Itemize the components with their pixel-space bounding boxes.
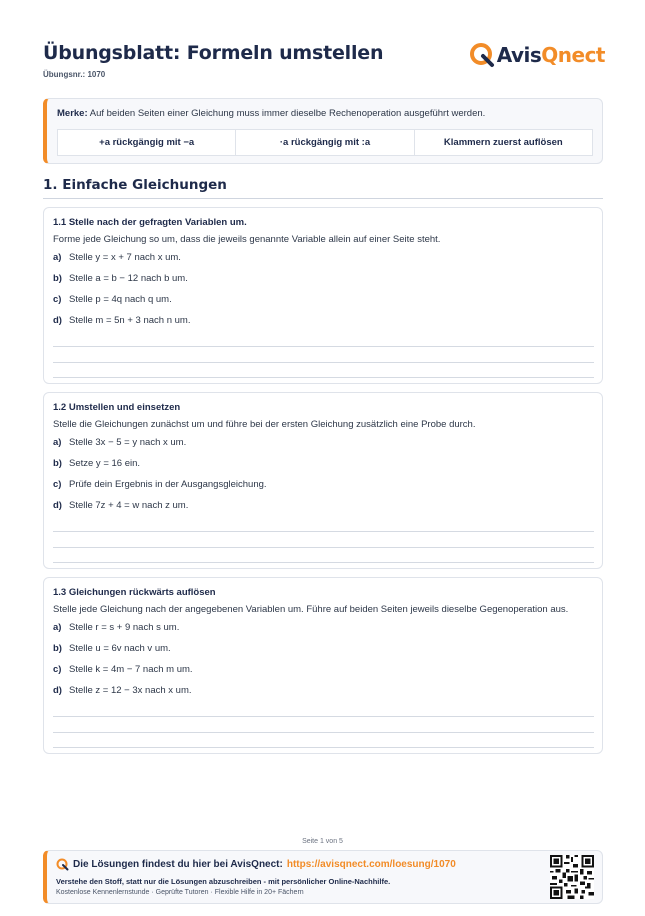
item-text: Setze y = 16 ein.: [69, 458, 141, 469]
rules-table: [57, 129, 593, 156]
footer-headline: [56, 858, 456, 871]
item-label: b): [53, 273, 62, 284]
task-heading: 1.1 Stelle nach der gefragten Variablen um.: [53, 217, 247, 228]
task-item: [53, 273, 188, 284]
item-label: c): [53, 664, 62, 675]
item-label: d): [53, 500, 62, 511]
item-text: Stelle p = 4q nach q um.: [69, 294, 172, 305]
writing-line[interactable]: [53, 562, 594, 563]
task-intro: Stelle jede Gleichung nach der angegebenen Variablen um. Führe auf beiden Seiten jeweils dieselbe Gegenoperation aus.: [53, 604, 569, 615]
writing-line[interactable]: [53, 362, 594, 363]
item-label: c): [53, 479, 62, 490]
brand-wordmark-part2: Qnect: [541, 43, 605, 67]
writing-line[interactable]: [53, 346, 594, 347]
rule-cell: +a rückgängig mit −a: [58, 130, 236, 155]
merke-text: [57, 108, 485, 119]
task-card: [43, 207, 603, 384]
writing-line[interactable]: [53, 377, 594, 378]
solutions-footer: [43, 850, 603, 904]
item-label: d): [53, 315, 62, 326]
item-label: c): [53, 294, 62, 305]
qr-code-icon[interactable]: [550, 855, 594, 899]
footer-subline: Verstehe den Stoff, statt nur die Lösungen abzuschreiben - mit persönlicher Online-Nachhilfe.: [56, 877, 391, 886]
item-label: a): [53, 437, 62, 448]
rule-cell: ·a rückgängig mit :a: [236, 130, 414, 155]
item-text: Stelle y = x + 7 nach x um.: [69, 252, 181, 263]
merke-body: Auf beiden Seiten einer Gleichung muss immer dieselbe Rechenoperation ausgeführt werden.: [89, 108, 486, 119]
section-title: 1. Einfache Gleichungen: [43, 177, 603, 199]
writing-line[interactable]: [53, 716, 594, 717]
writing-line[interactable]: [53, 531, 594, 532]
merke-label: Merke:: [57, 108, 88, 119]
task-card: [43, 577, 603, 754]
task-item: [53, 643, 171, 654]
task-card: [43, 392, 603, 569]
rule-cell: Klammern zuerst auflösen: [443, 137, 563, 148]
item-text: Prüfe dein Ergebnis in der Ausgangsgleichung.: [69, 479, 267, 490]
q-logo-icon: [56, 858, 69, 871]
task-item: [53, 685, 192, 696]
task-item: [53, 500, 188, 511]
item-label: b): [53, 458, 62, 469]
item-text: Stelle m = 5n + 3 nach n um.: [69, 315, 191, 326]
footer-features: Kostenlose Kennenlernstunde · Geprüfte Tutoren · Flexible Hilfe in 20+ Fächern: [56, 889, 304, 896]
task-item: [53, 437, 186, 448]
solution-link[interactable]: https://avisqnect.com/loesung/1070: [286, 859, 456, 870]
item-text: Stelle r = s + 9 nach s um.: [69, 622, 180, 633]
item-label: a): [53, 252, 62, 263]
item-label: a): [53, 622, 62, 633]
item-label: b): [53, 643, 62, 654]
task-heading: 1.2 Umstellen und einsetzen: [53, 402, 181, 413]
page-title: Übungsblatt: Formeln umstellen: [43, 42, 384, 64]
task-intro: Forme jede Gleichung so um, dass die jeweils genannte Variable allein auf einer Seite steht.: [53, 234, 441, 245]
q-logo-icon: [469, 42, 495, 68]
task-heading: 1.3 Gleichungen rückwärts auflösen: [53, 587, 216, 598]
task-item: [53, 315, 190, 326]
item-text: Stelle k = 4m − 7 nach m um.: [69, 664, 193, 675]
item-text: Stelle 7z + 4 = w nach z um.: [69, 500, 189, 511]
item-text: Stelle u = 6v nach v um.: [69, 643, 171, 654]
item-text: Stelle z = 12 − 3x nach x um.: [69, 685, 192, 696]
task-intro: Stelle die Gleichungen zunächst um und führe bei der ersten Gleichung zusätzlich eine Probe durch.: [53, 419, 476, 430]
writing-line[interactable]: [53, 732, 594, 733]
brand-wordmark: [497, 43, 605, 67]
task-item: [53, 664, 193, 675]
footer-text: Die Lösungen findest du hier bei AvisQnect:: [73, 859, 283, 870]
page-header: [43, 40, 605, 90]
merke-box: [43, 98, 603, 164]
brand-wordmark-part1: Avis: [496, 43, 542, 67]
task-item: [53, 252, 181, 263]
item-text: Stelle a = b − 12 nach b um.: [69, 273, 188, 284]
item-text: Stelle 3x − 5 = y nach x um.: [69, 437, 187, 448]
writing-line[interactable]: [53, 547, 594, 548]
brand-logo[interactable]: [469, 40, 605, 70]
task-item: [53, 294, 172, 305]
task-item: [53, 458, 140, 469]
sheet-number: Übungsnr.: 1070: [43, 70, 106, 79]
writing-line[interactable]: [53, 747, 594, 748]
page-number: Seite 1 von 5: [302, 838, 343, 845]
task-item: [53, 622, 179, 633]
item-label: d): [53, 685, 62, 696]
task-item: [53, 479, 267, 490]
